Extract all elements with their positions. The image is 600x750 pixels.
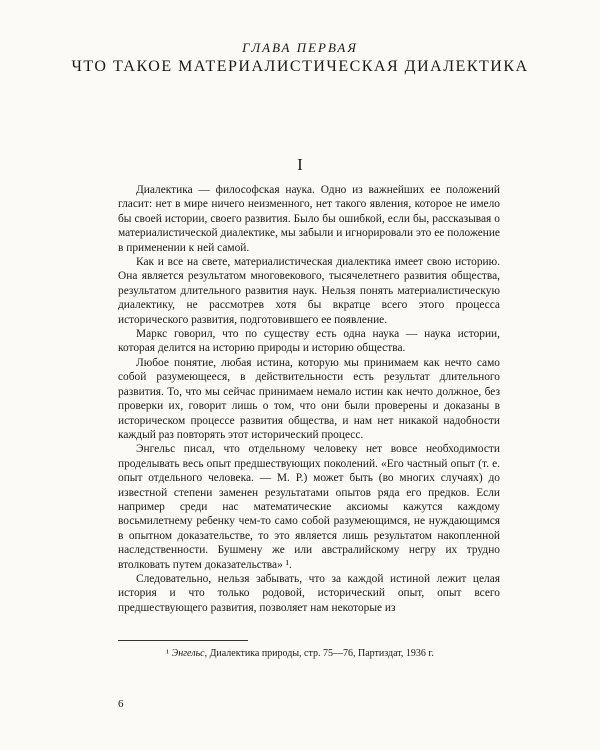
footnote-divider [118,640,248,641]
footnote-author: Энгельс, [171,648,208,659]
paragraph: Диалектика — философская наука. Одно из важнейших ее положений гласит: нет в мире ничего неизменного, нет такого явления, которое не имело бы своей истории, своего развития. Было бы ошибкой, если бы, рассказывая о материалистической диалектике, мы забыли и игнорировали это ее положение в применении к ней самой. [118,184,500,254]
chapter-label: ГЛАВА ПЕРВАЯ [242,40,358,55]
footnote-marker: ¹ [166,648,170,659]
footnote-text: Диалектика природы, стр. 75—76, Партиздат, 1936 г. [209,648,434,659]
paragraph: Энгельс писал, что отдельному человеку нет вовсе необходимости проделывать весь опыт предшествующих поколений. «Его частный опыт (т. е. опыт отдельного человека. — М. Р.) может быть (во многих случаях) до известной степени заменен результатами опытов ряда его предков. Если например среди нас математические аксиомы кажутся каждому восьмилетнему ребенку чем-то само собой разумеющимся, не нуждающимся в опытном доказательстве, то это является лишь результатом накопленной наследственности. Бушмену же или австралийскому негру их трудно втолковать путем доказательства» ¹. [118,443,500,571]
paragraph: Как и все на свете, материалистическая диалектика имеет свою историю. Она является результатом многовекового, тысячелетнего развития общества, результатом длительного развития наук. Нельзя понять материалистическую диалектику, не рассмотрев хотя бы вкратце всего этого процесса исторического развития, подготовившего ее появление. [118,256,500,326]
paragraph: Любое понятие, любая истина, которую мы принимаем как нечто само собой разумеющееся, в действительности есть результат длительного развития. То, что мы сейчас принимаем немало истин как нечто должное, без проверки их, говорит лишь о том, что они были проверены и доказаны в историческом процессе развития общества, и нам нет никакой надобности каждый раз повторять этот исторический процесс. [118,356,500,441]
footnote [0,648,600,659]
section-number: I [297,155,303,174]
body-text [118,183,500,615]
chapter-title: ЧТО ТАКОЕ МАТЕРИАЛИСТИЧЕСКАЯ ДИАЛЕКТИКА [71,58,529,75]
paragraph: Маркс говорил, что по существу есть одна наука — наука истории, которая делится на историю природы и историю общества. [118,328,500,355]
paragraph: Следовательно, нельзя забывать, что за каждой истиной лежит целая история и что только родовой, исторический опыт, опыт всего предшествующего развития, позволяет нам некоторые из [118,572,500,614]
page-number: 6 [118,698,124,710]
